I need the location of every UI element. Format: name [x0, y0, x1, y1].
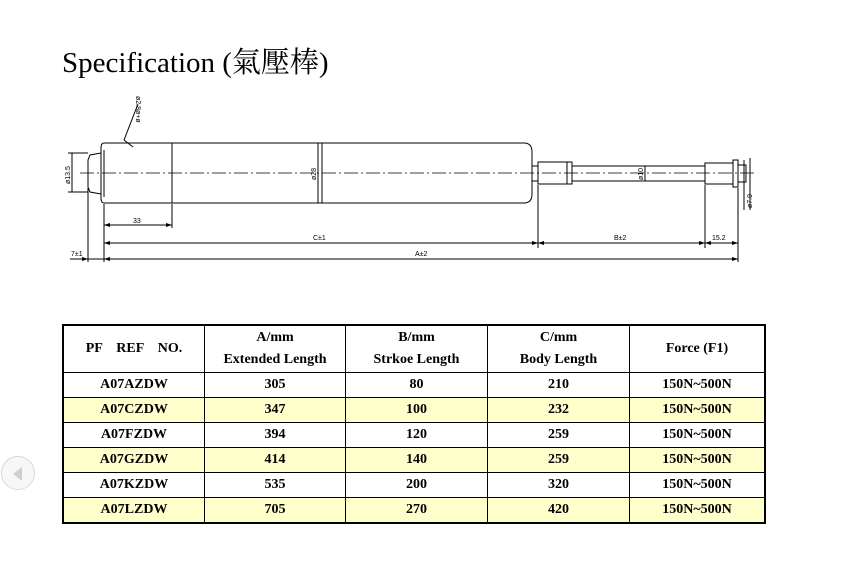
- cell-a: 347: [205, 398, 346, 423]
- header-ref-label: PF REF NO.: [85, 341, 183, 356]
- table-row: [63, 448, 765, 473]
- header-force: [630, 325, 766, 373]
- dim-c-label: C±1: [313, 235, 326, 242]
- cell-ref: A07FZDW: [63, 423, 205, 448]
- dim-33-label: 33: [133, 218, 141, 225]
- spec-table: [62, 324, 766, 524]
- cell-a: 305: [205, 373, 346, 398]
- header-c-label: Body Length: [519, 352, 598, 367]
- table-row: [63, 473, 765, 498]
- cell-b: 270: [346, 498, 488, 524]
- table-row: [63, 498, 765, 524]
- header-b-label: Strkoe Length: [373, 352, 460, 367]
- cell-ref: A07CZDW: [63, 398, 205, 423]
- header-c-unit: C/mm: [539, 330, 578, 345]
- chevron-left-icon: [13, 467, 22, 481]
- cell-ref: A07KZDW: [63, 473, 205, 498]
- cell-a: 535: [205, 473, 346, 498]
- header-force-label: Force (F1): [665, 341, 729, 356]
- dia-28-label: ø28: [311, 167, 318, 180]
- cell-ref: A07LZDW: [63, 498, 205, 524]
- header-b: [346, 325, 488, 373]
- cell-ref: A07GZDW: [63, 448, 205, 473]
- cell-ref: A07AZDW: [63, 373, 205, 398]
- table-row: [63, 423, 765, 448]
- cell-a: 414: [205, 448, 346, 473]
- cell-b: 80: [346, 373, 488, 398]
- cell-force: 150N~500N: [630, 398, 766, 423]
- header-b-unit: B/mm: [398, 330, 435, 345]
- cell-c: 232: [488, 398, 630, 423]
- cell-c: 420: [488, 498, 630, 524]
- table-row: [63, 373, 765, 398]
- dim-a-label: A±2: [415, 251, 428, 258]
- cell-force: 150N~500N: [630, 373, 766, 398]
- dim-15-label: 15.2: [712, 235, 726, 242]
- cell-c: 320: [488, 473, 630, 498]
- cell-force: 150N~500N: [630, 448, 766, 473]
- header-c: [488, 325, 630, 373]
- page-title: Specification (氣壓棒): [62, 47, 329, 79]
- header-a-unit: A/mm: [256, 330, 294, 345]
- cell-c: 259: [488, 448, 630, 473]
- thread-label: ø2.8ø+ø: [134, 96, 141, 123]
- cell-force: 150N~500N: [630, 473, 766, 498]
- dia-10-label: ø10: [638, 167, 645, 180]
- table-row: [63, 398, 765, 423]
- cell-a: 394: [205, 423, 346, 448]
- cell-b: 140: [346, 448, 488, 473]
- cell-c: 210: [488, 373, 630, 398]
- header-a: [205, 325, 346, 373]
- dia-135-label: ø13.5: [65, 166, 72, 184]
- previous-slide-button[interactable]: [1, 456, 35, 490]
- header-ref: [63, 325, 205, 373]
- table-header-row: [63, 325, 765, 373]
- cell-b: 100: [346, 398, 488, 423]
- cell-b: 200: [346, 473, 488, 498]
- cell-b: 120: [346, 423, 488, 448]
- dim-b-label: B±2: [614, 235, 627, 242]
- cell-force: 150N~500N: [630, 423, 766, 448]
- header-a-label: Extended Length: [223, 352, 327, 367]
- cell-a: 705: [205, 498, 346, 524]
- dim-7-label: 7±1: [71, 251, 83, 258]
- dia-79-label: ø7.9: [747, 193, 754, 208]
- cell-c: 259: [488, 423, 630, 448]
- cell-force: 150N~500N: [630, 498, 766, 524]
